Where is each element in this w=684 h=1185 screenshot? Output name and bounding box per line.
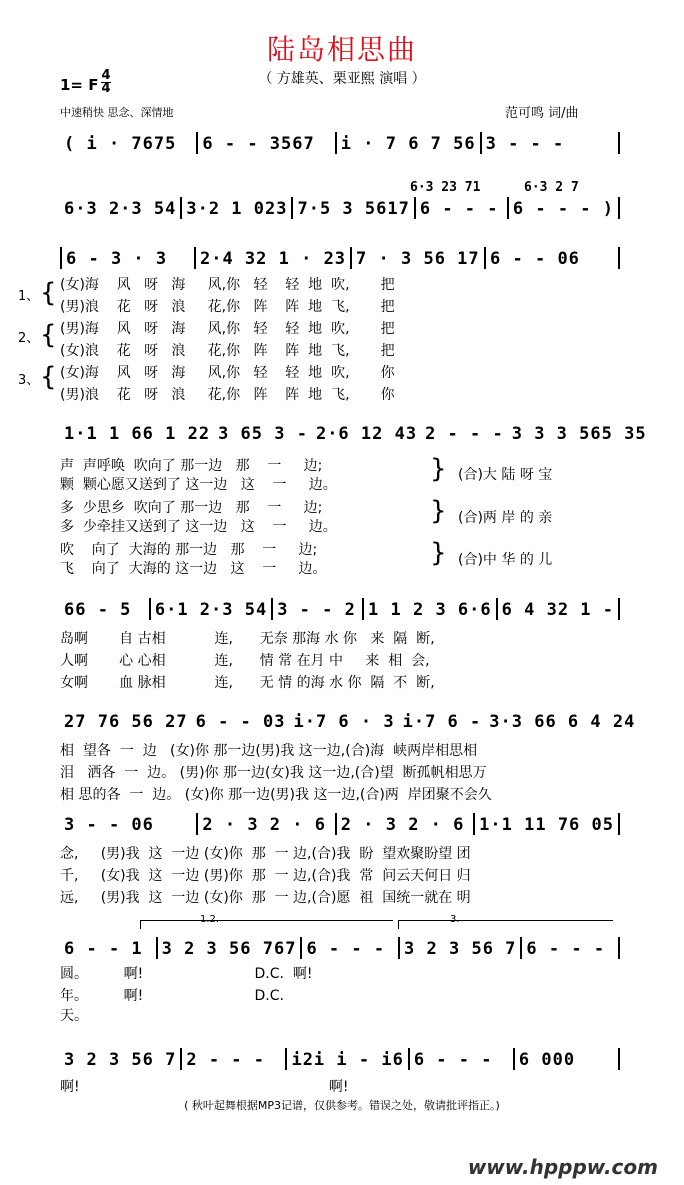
measure: 6 - - 03 [195, 712, 286, 732]
chorus-brace: } [430, 496, 447, 526]
measure: i·7 6 · 3 [293, 712, 395, 732]
lyric-line: (女)海 风 呀 海 风,你 轻 轻 地 吹, 把 [60, 277, 395, 293]
measure: 6 4 32 1 - [501, 600, 614, 620]
verse-label-1: 1、 [18, 289, 40, 304]
chorus-entry: (合)两 岸 的 亲 [458, 510, 553, 526]
lyric-line: 圆。 啊! D.C. 啊! [60, 966, 313, 982]
measure: 1 1 2 3 6·6 [368, 600, 492, 620]
measure: 3 65 3 - [218, 424, 308, 444]
measure: 7·5 3 5617 [297, 199, 410, 219]
lyric-line: (男)浪 花 呀 浪 花,你 阵 阵 地 飞, 你 [60, 387, 395, 403]
measure: 1·1 1 66 1 22 [64, 424, 211, 444]
measure: 3 2 3 56 7 [404, 939, 517, 959]
score-line-5 [60, 598, 620, 620]
measure: 3 - - 2 [277, 600, 356, 620]
measure: 6·3 2·3 54 [64, 199, 177, 219]
upper-voice: 6·3 2 7 [524, 180, 579, 195]
lyric-line: 远, (男)我 这 一边 (女)你 那 一 边,(合)愿 祖 国统一就在 明 [60, 890, 471, 906]
measure: 27 76 56 27 [64, 712, 188, 732]
volta-bracket-1-2 [140, 920, 393, 929]
lyric-line: 泪 洒各 一 边。 (男)你 那一边(女)我 这一边,(合)望 断孤帆相思万 [60, 765, 487, 781]
lyric-line: 多 少牵挂又送到了 这一边 这 一 边。 [60, 519, 337, 535]
time-signature [101, 70, 111, 95]
score-line-8 [60, 937, 620, 959]
score-line-4 [60, 422, 647, 444]
chorus-entry: (合)中 华 的 儿 [458, 552, 553, 568]
measure: 3 - - 06 [64, 815, 154, 835]
lyric-line: (男)海 风 呀 海 风,你 轻 轻 地 吹, 把 [60, 321, 395, 337]
site-watermark: www.hpppw.com [467, 1155, 658, 1179]
score-line-6 [60, 710, 636, 732]
measure: 3 2 3 56 7 [64, 1050, 177, 1070]
lyric-line: 啊! 啊! [60, 1079, 349, 1095]
measure: i · 7 6 7 56 [340, 134, 476, 154]
lyric-line: (男)浪 花 呀 浪 花,你 阵 阵 地 飞, 把 [60, 299, 395, 315]
measure: 3 2 3 56 767 [161, 939, 297, 959]
score-line-3 [60, 247, 620, 269]
score-line-9 [60, 1048, 620, 1070]
lyric-line: 念, (男)我 这 一边 (女)你 那 一 边,(合)我 盼 望欢聚盼望 团 [60, 846, 471, 862]
verse-brace: { [40, 320, 57, 350]
measure: 7 · 3 56 17 [356, 249, 480, 269]
lyric-line: 颗 颗心愿又送到了 这一边 这 一 边。 [60, 477, 337, 493]
measure: 1·1 11 76 05 [479, 815, 614, 835]
volta-label: 1.2. [200, 914, 220, 925]
chorus-brace: } [430, 454, 447, 484]
lyric-line: 年。 啊! D.C. [60, 988, 284, 1004]
measure: i2i i - i6 [291, 1050, 404, 1070]
footer-note: ( 秋叶起舞根据MP3记谱，仅供参考。错误之处，敬请批评指正。) [184, 1099, 500, 1112]
measure: ( i · 7675 [64, 134, 177, 154]
tempo-marking: 中速稍快 思念、深情地 [60, 106, 174, 119]
upper-voice: 6·3 23 71 [410, 180, 481, 195]
measure: 6 - - - ) [512, 199, 614, 219]
measure: 6·1 2·3 54 [154, 600, 268, 620]
author-credit: 范可鸣 词/曲 [505, 106, 579, 121]
volta-bracket-3 [398, 920, 613, 929]
measure: i·7 6 - [402, 712, 482, 732]
measure: 6 - - - [413, 1050, 493, 1070]
song-title: 陆岛相思曲 [266, 33, 417, 66]
measure: 3·2 1 023 [186, 199, 288, 219]
lyric-line: 天。 [60, 1008, 88, 1024]
lyric-line: 吹 向了 大海的 那一边 那 一 边; [60, 542, 318, 558]
meter-top: 4 [101, 68, 111, 83]
score-line-2 [60, 197, 620, 219]
chorus-brace: } [430, 538, 447, 568]
measure: 6 - 3 · 3 [66, 249, 168, 269]
lyric-line: (女)浪 花 呀 浪 花,你 阵 阵 地 飞, 把 [60, 343, 395, 359]
verse-label-2: 2、 [18, 331, 40, 346]
lyric-line: 岛啊 自 古相 连, 无奈 那海 水 你 来 隔 断, [60, 631, 435, 647]
meter-bottom: 4 [101, 81, 111, 96]
key-signature: 1= F [60, 76, 99, 94]
measure: 6 - - 1 [64, 939, 143, 959]
measure: 2 · 3 2 · 6 [340, 815, 465, 835]
lyric-line: 千, (女)我 这 一边 (男)你 那 一 边,(合)我 常 问云天何日 归 [60, 868, 471, 884]
measure: 6 - - - [419, 199, 499, 219]
lyric-line: 声 声呼唤 吹向了 那一边 那 一 边; [60, 458, 323, 474]
measure: 2 · 3 2 · 6 [202, 815, 326, 835]
measure: 6 - - 06 [490, 249, 580, 269]
measure: 2·4 32 1 · 23 [199, 249, 347, 269]
measure: 2·6 12 43 [315, 424, 418, 444]
lyric-line: (女)海 风 呀 海 风,你 轻 轻 地 吹, 你 [60, 365, 395, 381]
measure: 66 - 5 [64, 600, 132, 620]
measure: 3 - - - [485, 134, 565, 154]
lyric-line: 相 望各 一 边 (女)你 那一边(男)我 这一边,(合)海 峡两岸相思相 [60, 743, 478, 759]
measure: 2 - - - [186, 1050, 266, 1070]
score-line-7 [60, 813, 620, 835]
score-line-1 [60, 132, 620, 154]
verse-brace: { [40, 278, 57, 308]
volta-label: 3. [450, 914, 460, 925]
lyric-line: 相 思的各 一 边。 (女)你 那一边(男)我 这一边,(合)两 岸团聚不会久 [60, 787, 492, 803]
chorus-entry: (合)大 陆 呀 宝 [458, 467, 553, 483]
verse-label-3: 3、 [18, 373, 40, 388]
measure: 6 - - - [526, 939, 606, 959]
lyric-line: 女啊 血 脉相 连, 无 情 的海 水 你 隔 不 断, [60, 675, 435, 691]
measure: 2 - - - [425, 424, 504, 444]
verse-brace: { [40, 362, 57, 392]
measure: 6 - - - [306, 939, 386, 959]
measure: 6 000 [518, 1050, 576, 1070]
lyric-line: 人啊 心 心相 连, 情 常 在月 中 来 相 会, [60, 653, 430, 669]
measure: 3 3 3 565 35 [511, 424, 647, 444]
lyric-line: 多 少思乡 吹向了 那一边 那 一 边; [60, 500, 323, 516]
lyric-line: 飞 向了 大海的 这一边 这 一 边。 [60, 561, 327, 577]
song-subtitle: （ 方雄英、栗亚熙 演唱 ） [258, 71, 426, 87]
measure: 6 - - 3567 [202, 134, 315, 154]
measure: 3·3 66 6 4 24 [489, 712, 636, 732]
